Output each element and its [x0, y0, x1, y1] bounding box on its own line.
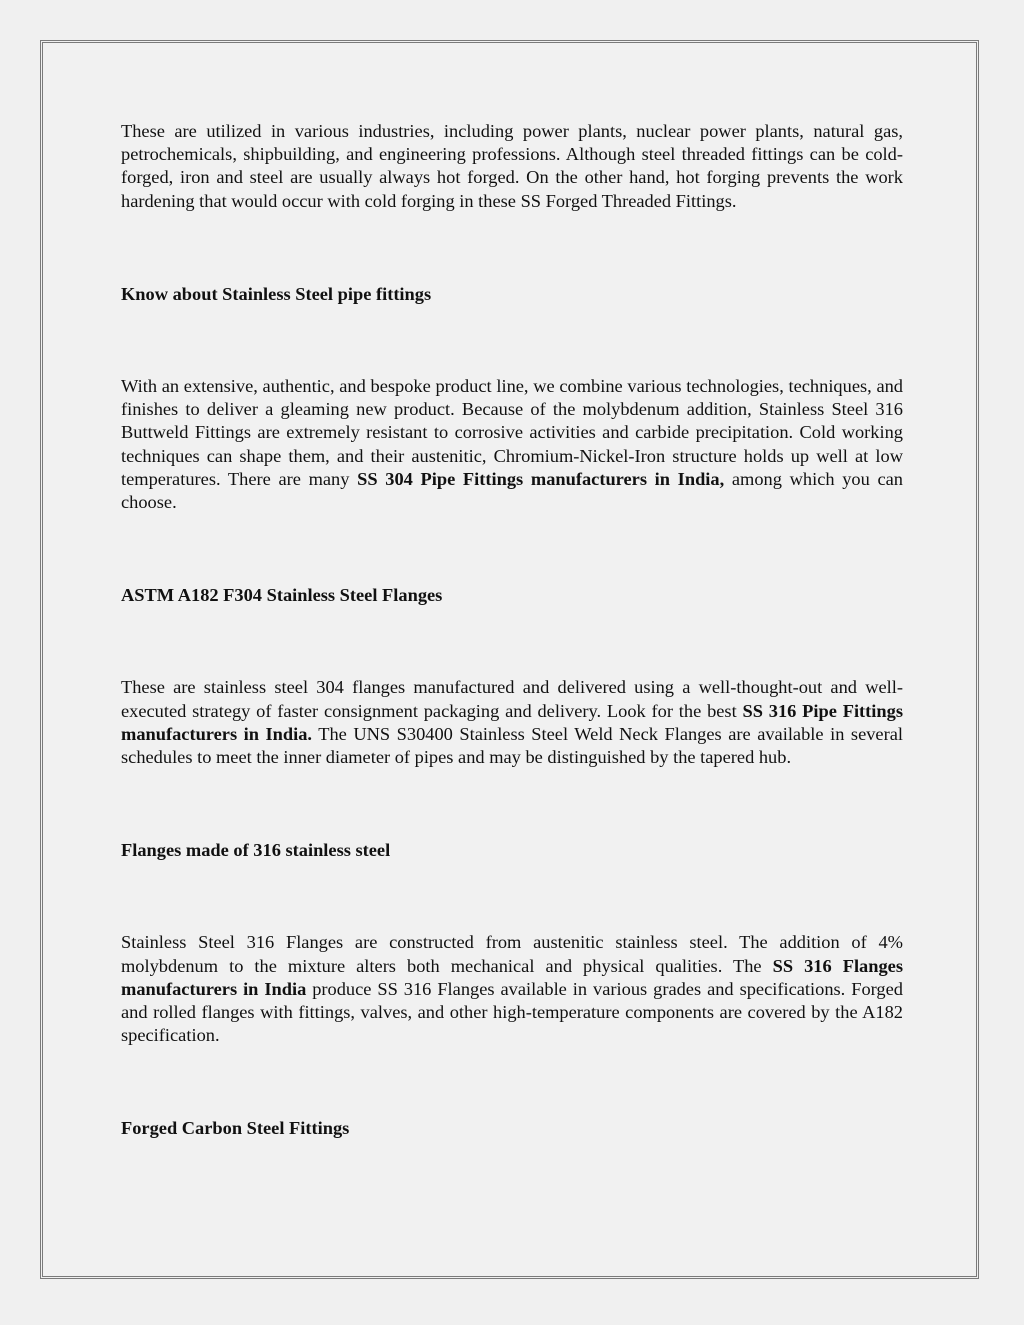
- heading-316-flanges: Flanges made of 316 stainless steel: [121, 840, 391, 861]
- document-body: [121, 120, 903, 1141]
- paragraph-316-flanges-text-b: produce SS 316 Flanges available in various grades and specifications. Forged and rolled flanges with fittings, valves, and other high-temperature components are covered by the A182 specification.: [121, 978, 903, 1046]
- paragraph-industries-text: These are utilized in various industries, including power plants, nuclear power plants, natural gas, petrochemicals, shipbuilding, and engineering professions. Although steel threaded fittings can be cold-forged, iron and steel are usually always hot forged. On the other hand, hot forging prevents the work hardening that would occur with cold forging in these SS Forged Threaded Fittings.: [121, 121, 903, 211]
- paragraph-304-flanges-text-a: These are stainless steel 304 flanges manufactured and delivered using a well-thought-out and well-executed strategy of faster consignment packaging and delivery. Look for the best: [121, 677, 903, 721]
- paragraph-product-line-text-a: With an extensive, authentic, and bespoke product line, we combine various technologies, techniques, and finishes to deliver a gleaming new product. Because of the molybdenum addition, Stainless Steel 316 Buttweld Fittings are extremely resistant to corrosive activities and carbide precipitation. Cold working techniques can shape them, and their austenitic, Chromium-Nickel-Iron structure holds up well at low temperatures. There are many: [121, 376, 903, 489]
- paragraph-product-line-bold-a: SS 304 Pipe Fittings manufacturers in India,: [357, 468, 725, 489]
- paragraph-304-flanges: [121, 676, 903, 769]
- paragraph-304-flanges-text-b: The UNS S30400 Stainless Steel Weld Neck Flanges are available in several schedules to meet the inner diameter of pipes and may be distinguished by the tapered hub.: [121, 723, 903, 768]
- paragraph-product-line: [121, 375, 903, 514]
- paragraph-industries: [121, 120, 903, 213]
- paragraph-product-line-text-b: among which you can choose.: [121, 468, 904, 513]
- heading-stainless-pipe-fittings: Know about Stainless Steel pipe fittings: [121, 283, 432, 304]
- paragraph-316-flanges: [121, 931, 903, 1047]
- heading-forged-carbon-steel: Forged Carbon Steel Fittings: [121, 1118, 350, 1139]
- heading-astm-a182-f304: ASTM A182 F304 Stainless Steel Flanges: [121, 585, 443, 606]
- paragraph-316-flanges-text-a: Stainless Steel 316 Flanges are constructed from austenitic stainless steel. The addition of 4% molybdenum to the mixture alters both mechanical and physical qualities. The: [121, 932, 903, 976]
- paragraph-304-flanges-bold-a: SS 316 Pipe Fittings manufacturers in India.: [121, 700, 903, 744]
- paragraph-316-flanges-bold-a: SS 316 Flanges manufacturers in India: [121, 955, 903, 999]
